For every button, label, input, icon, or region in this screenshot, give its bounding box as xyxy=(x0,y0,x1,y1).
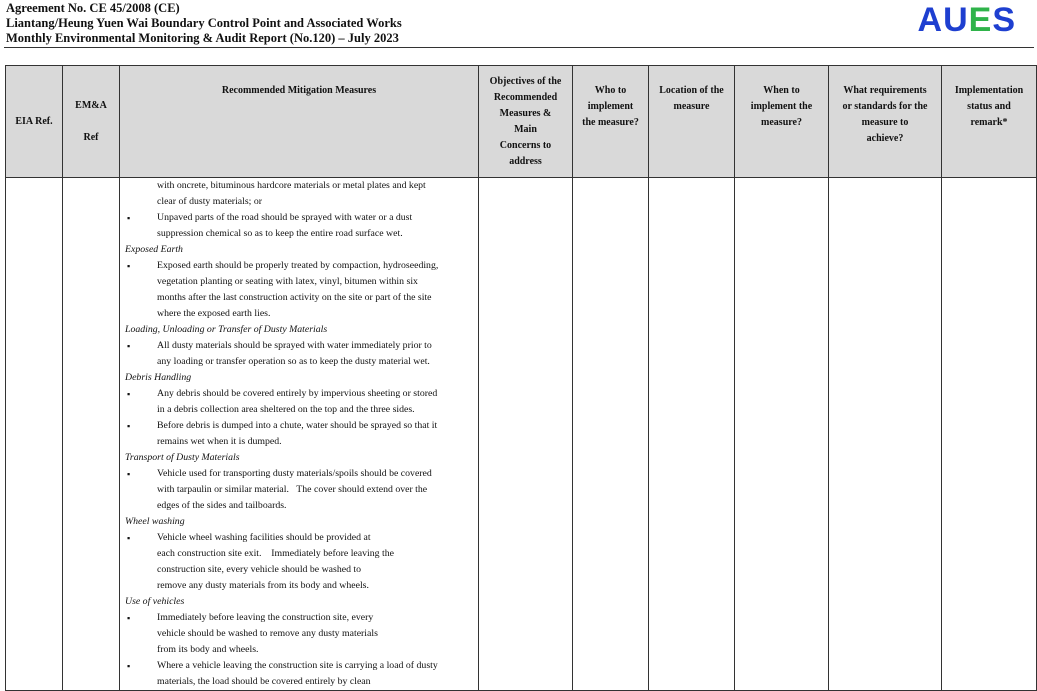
table-header-row xyxy=(6,66,1037,178)
project-title: Liantang/Heung Yuen Wai Boundary Control Point and Associated Works xyxy=(6,16,402,30)
bullet-icon: ▪ xyxy=(127,469,131,479)
continued-text: with oncrete, bituminous hardcore materials or metal plates and kept clear of dusty materials; or xyxy=(157,180,426,207)
report-title: Monthly Environmental Monitoring & Audit Report (No.120) – July 2023 xyxy=(6,31,399,45)
logo-part-au: AU xyxy=(917,1,969,39)
bullet-icon: ▪ xyxy=(127,613,131,623)
logo-part-e: E xyxy=(968,1,993,39)
bullet-icon: ▪ xyxy=(127,341,131,351)
mitigation-measures-table xyxy=(5,65,1037,691)
list-item: ▪ Before debris is dumped into a chute, water should be sprayed so that it remains wet when it is dumped. xyxy=(127,420,438,447)
header-measures: Recommended Mitigation Measures xyxy=(120,66,479,178)
header-when: When to implement the measure? xyxy=(735,66,829,178)
list-item: ▪ Vehicle wheel washing facilities should be provided at each construction site exit. Immediately before leaving the construction site, every vehicle should be washed to remove any dusty materials from its body and wheels. xyxy=(127,532,394,591)
cell-status xyxy=(942,178,1037,691)
header-emna-ref: EM&A Ref xyxy=(63,66,120,178)
list-item: ▪ All dusty materials should be sprayed with water immediately prior to any loading or transfer operation so as to keep the dusty material wet. xyxy=(127,340,432,367)
aues-logo xyxy=(918,2,1016,38)
section-title: Wheel washing xyxy=(125,516,185,527)
bullet-icon: ▪ xyxy=(127,661,131,671)
cell-objectives xyxy=(479,178,573,691)
measures-list xyxy=(120,178,478,690)
cell-emna-ref xyxy=(63,178,120,691)
header-objectives: Objectives of the Recommended Measures & Main Concerns to address xyxy=(479,66,573,178)
cell-location xyxy=(649,178,735,691)
bullet-icon: ▪ xyxy=(127,421,131,431)
cell-requirements xyxy=(829,178,942,691)
bullet-icon: ▪ xyxy=(127,389,131,399)
list-item: ▪ Unpaved parts of the road should be sprayed with water or a dust suppression chemical so as to keep the entire road surface wet. xyxy=(127,212,413,239)
section-title: Debris Handling xyxy=(125,372,192,383)
list-item: ▪ Where a vehicle leaving the construction site is carrying a load of dusty materials, the load should be covered entirely by clean xyxy=(127,660,438,687)
table-row xyxy=(6,178,1037,691)
header-location: Location of the measure xyxy=(649,66,735,178)
bullet-icon: ▪ xyxy=(127,261,131,271)
cell-who xyxy=(573,178,649,691)
list-item: ▪ Vehicle used for transporting dusty materials/spoils should be covered with tarpaulin or similar material. The cover should extend over the edges of the sides and tailboards. xyxy=(127,468,432,511)
header-divider xyxy=(4,47,1034,48)
header-eia-ref: EIA Ref. xyxy=(6,66,63,178)
section-title: Loading, Unloading or Transfer of Dusty Materials xyxy=(125,324,328,335)
section-title: Exposed Earth xyxy=(125,244,183,255)
logo-part-s: S xyxy=(992,1,1016,39)
header-requirements: What requirements or standards for the measure to achieve? xyxy=(829,66,942,178)
cell-when xyxy=(735,178,829,691)
agreement-number: Agreement No. CE 45/2008 (CE) xyxy=(6,1,180,15)
list-item: ▪ Exposed earth should be properly treated by compaction, hydroseeding, vegetation planting or seating with latex, vinyl, bitumen within six months after the last construction activity on the site or part of the site where the exposed earth lies. xyxy=(127,260,439,319)
list-item: ▪ Immediately before leaving the construction site, every vehicle should be washed to remove any dusty materials from its body and wheels. xyxy=(127,612,378,655)
section-title: Transport of Dusty Materials xyxy=(125,452,240,463)
list-item: ▪ Any debris should be covered entirely by impervious sheeting or stored in a debris collection area sheltered on the top and the three sides. xyxy=(127,388,438,415)
header-status: Implementation status and remark* xyxy=(942,66,1037,178)
bullet-icon: ▪ xyxy=(127,533,131,543)
cell-measures xyxy=(120,178,479,691)
cell-eia-ref xyxy=(6,178,63,691)
header-text xyxy=(6,1,402,46)
header-who: Who to implement the measure? xyxy=(573,66,649,178)
report-header xyxy=(4,0,1034,47)
bullet-icon: ▪ xyxy=(127,213,131,223)
section-title: Use of vehicles xyxy=(125,596,185,607)
